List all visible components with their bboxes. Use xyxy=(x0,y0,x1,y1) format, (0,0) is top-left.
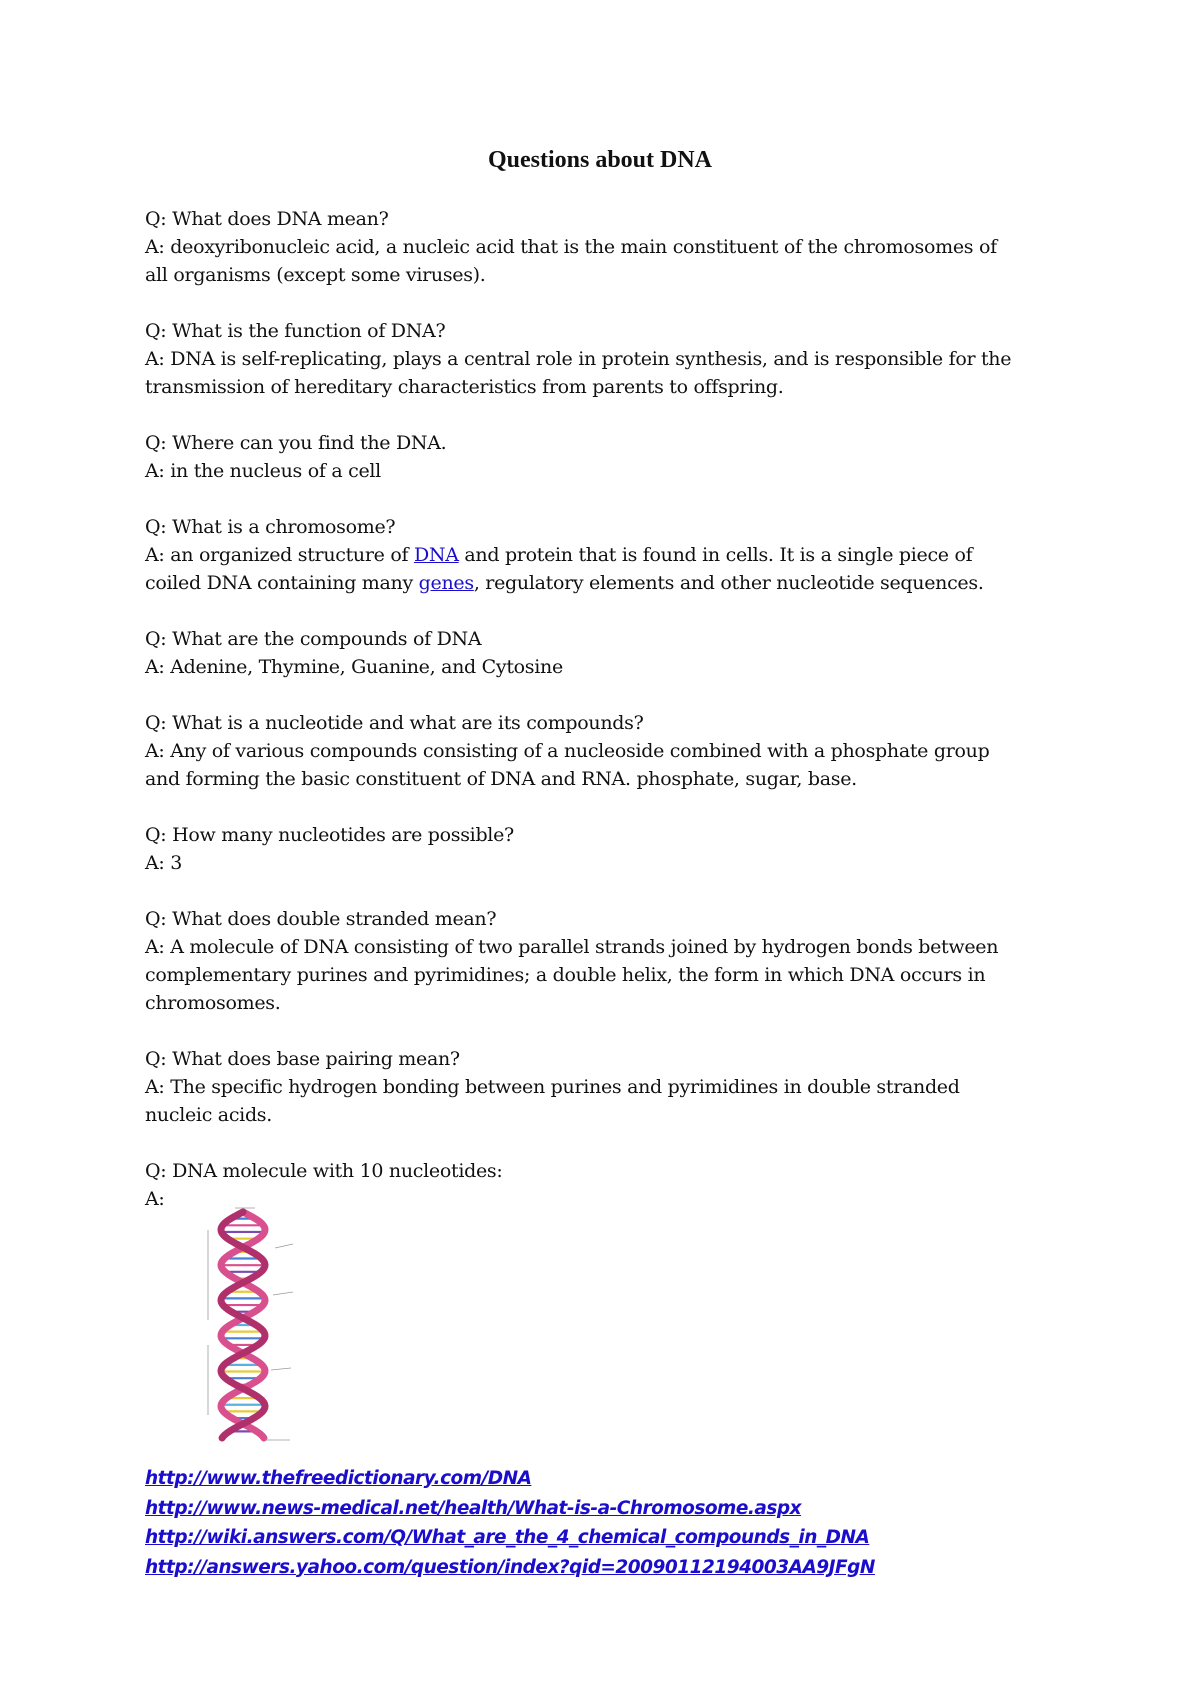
genes-link[interactable]: genes xyxy=(418,572,474,594)
answer-line xyxy=(145,569,1075,597)
qa-item-double-stranded xyxy=(145,905,1075,1017)
question: Q: What is the function of DNA? xyxy=(145,320,446,342)
qa-list xyxy=(145,205,1075,1241)
answer-text: and protein that is found in cells. It is a single piece of xyxy=(458,544,973,566)
qa-item-location xyxy=(145,429,1075,485)
answer-line: A: 3 xyxy=(145,852,183,874)
reference-link[interactable]: http://answers.yahoo.com/question/index?qid=20090112194003AA9JFgN xyxy=(145,1556,875,1578)
qa-item-nucleotide-count xyxy=(145,821,1075,877)
qa-item-chromosome xyxy=(145,513,1075,597)
answer-line: complementary purines and pyrimidines; a double helix, the form in which DNA occurs in xyxy=(145,964,986,986)
question: Q: What is a nucleotide and what are its compounds? xyxy=(145,712,644,734)
question: Q: What are the compounds of DNA xyxy=(145,628,482,650)
answer-line: A: Adenine, Thymine, Guanine, and Cytosine xyxy=(145,656,563,678)
answer-text: , regulatory elements and other nucleotide sequences. xyxy=(473,572,984,594)
question: Q: What does base pairing mean? xyxy=(145,1048,460,1070)
reference-links xyxy=(145,1464,1075,1582)
question: Q: What does double stranded mean? xyxy=(145,908,497,930)
answer-text: coiled DNA containing many xyxy=(145,572,419,594)
dna-link[interactable]: DNA xyxy=(413,544,459,566)
question: Q: How many nucleotides are possible? xyxy=(145,824,514,846)
qa-item-compounds xyxy=(145,625,1075,681)
answer-line: chromosomes. xyxy=(145,992,281,1014)
answer-line: all organisms (except some viruses). xyxy=(145,264,486,286)
answer-line: A: xyxy=(145,1188,165,1210)
answer-line: nucleic acids. xyxy=(145,1104,272,1126)
question: Q: What is a chromosome? xyxy=(145,516,396,538)
qa-item-function xyxy=(145,317,1075,401)
qa-item-base-pairing xyxy=(145,1045,1075,1129)
reference-link[interactable]: http://www.news-medical.net/health/What-is-a-Chromosome.aspx xyxy=(145,1497,802,1519)
reference-link[interactable]: http://www.thefreedictionary.com/DNA xyxy=(145,1468,532,1489)
question: Q: Where can you find the DNA. xyxy=(145,432,447,454)
answer-line: and forming the basic constituent of DNA and RNA. phosphate, sugar, base. xyxy=(145,768,857,790)
answer-line: A: The specific hydrogen bonding between purines and pyrimidines in double stranded xyxy=(145,1076,960,1098)
answer-line: transmission of hereditary characteristics from parents to offspring. xyxy=(145,376,784,398)
answer-line: A: deoxyribonucleic acid, a nucleic acid that is the main constituent of the chromosomes of xyxy=(145,236,997,258)
answer-text: A: an organized structure of xyxy=(145,544,414,566)
qa-item-nucleotide xyxy=(145,709,1075,793)
answer-line: A: Any of various compounds consisting of a nucleoside combined with a phosphate group xyxy=(145,740,990,762)
answer-line: A: in the nucleus of a cell xyxy=(145,460,381,482)
reference-link[interactable]: http://wiki.answers.com/Q/What_are_the_4_chemical_compounds_in_DNA xyxy=(145,1527,870,1548)
answer-line: A: A molecule of DNA consisting of two parallel strands joined by hydrogen bonds between xyxy=(145,936,999,958)
question: Q: What does DNA mean? xyxy=(145,208,389,230)
dna-helix-figure xyxy=(205,1200,310,1450)
answer-line: A: DNA is self-replicating, plays a central role in protein synthesis, and is responsible for the xyxy=(145,348,1012,370)
dna-double-helix-icon xyxy=(205,1200,310,1450)
answer-line xyxy=(145,541,1075,569)
page-title: Questions about DNA xyxy=(487,147,713,173)
qa-item-meaning xyxy=(145,205,1075,289)
question: Q: DNA molecule with 10 nucleotides: xyxy=(145,1160,503,1182)
